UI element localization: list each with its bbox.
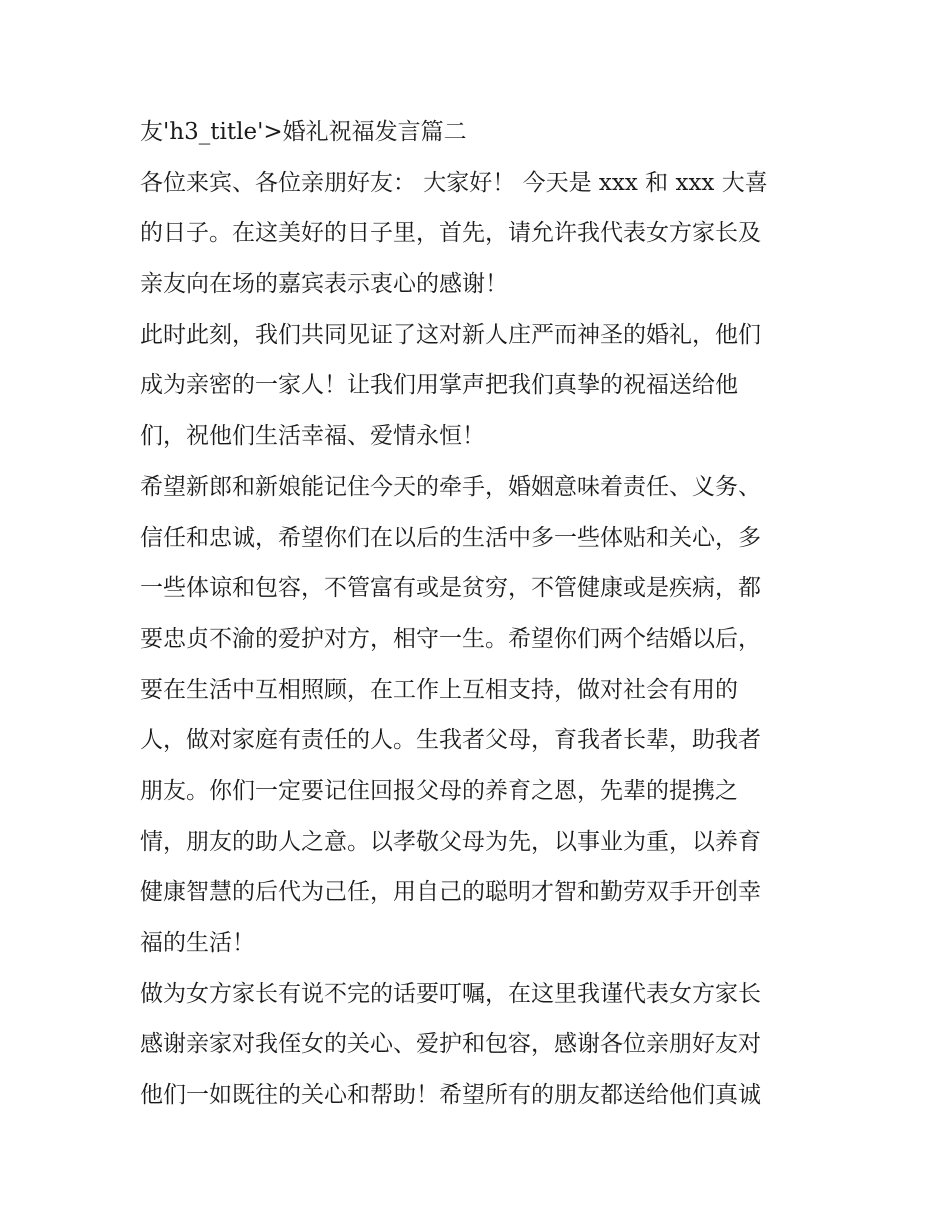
document-body: [140, 107, 820, 1121]
text-line: 福的生活！: [140, 930, 255, 956]
text-line: 他们一如既往的关心和帮助！希望所有的朋友都送给他们真诚: [140, 1082, 761, 1109]
text-line: 一些体谅和包容，不管富有或是贫穷，不管健康或是疾病，都: [140, 575, 761, 602]
text-line: 感谢亲家对我侄女的关心、爱护和包容，感谢各位亲朋好友对: [140, 1031, 761, 1058]
text-line: 做为女方家长有说不完的话要叮嘱，在这里我谨代表女方家长: [140, 980, 761, 1007]
text-line: 要在生活中互相照顾，在工作上互相支持，做对社会有用的: [140, 676, 738, 703]
paragraph-parents-thanks: [140, 969, 820, 1121]
paragraph-witness: [140, 310, 820, 462]
text-line: 情，朋友的助人之意。以孝敬父母为先，以事业为重，以养育: [140, 828, 761, 855]
text-line: 要忠贞不渝的爱护对方，相守一生。希望你们两个结婚以后，: [140, 625, 761, 652]
text-line: 希望新郎和新娘能记住今天的牵手，婚姻意味着责任、义务、: [140, 473, 761, 500]
text-line: 信任和忠诚，希望你们在以后的生活中多一些体贴和关心，多: [140, 524, 761, 551]
text-line: 亲友向在场的嘉宾表示衷心的感谢！: [140, 271, 508, 298]
text-line: 此时此刻，我们共同见证了这对新人庄严而神圣的婚礼，他们: [140, 321, 761, 348]
document-heading: 友'h3_title'>婚礼祝福发言篇二: [140, 119, 467, 145]
paragraph-wishes: [140, 462, 820, 969]
text-line: 们，祝他们生活幸福、爱情永恒！: [140, 423, 485, 450]
text-line: 朋友。你们一定要记住回报父母的养育之恩，先辈的提携之: [140, 777, 738, 804]
text-line: 健康智慧的后代为己任，用自己的聪明才智和勤劳双手开创幸: [140, 879, 761, 906]
text-line: 的日子。在这美好的日子里，首先，请允许我代表女方家长及: [140, 220, 761, 247]
paragraph-greeting: [140, 158, 820, 310]
text-line: 各位来宾、各位亲朋好友： 大家好！ 今天是 xxx 和 xxx 大喜: [140, 169, 768, 196]
text-line: 人，做对家庭有责任的人。生我者父母，育我者长辈，助我者: [140, 727, 761, 754]
text-line: 成为亲密的一家人！让我们用掌声把我们真挚的祝福送给他: [140, 372, 738, 399]
